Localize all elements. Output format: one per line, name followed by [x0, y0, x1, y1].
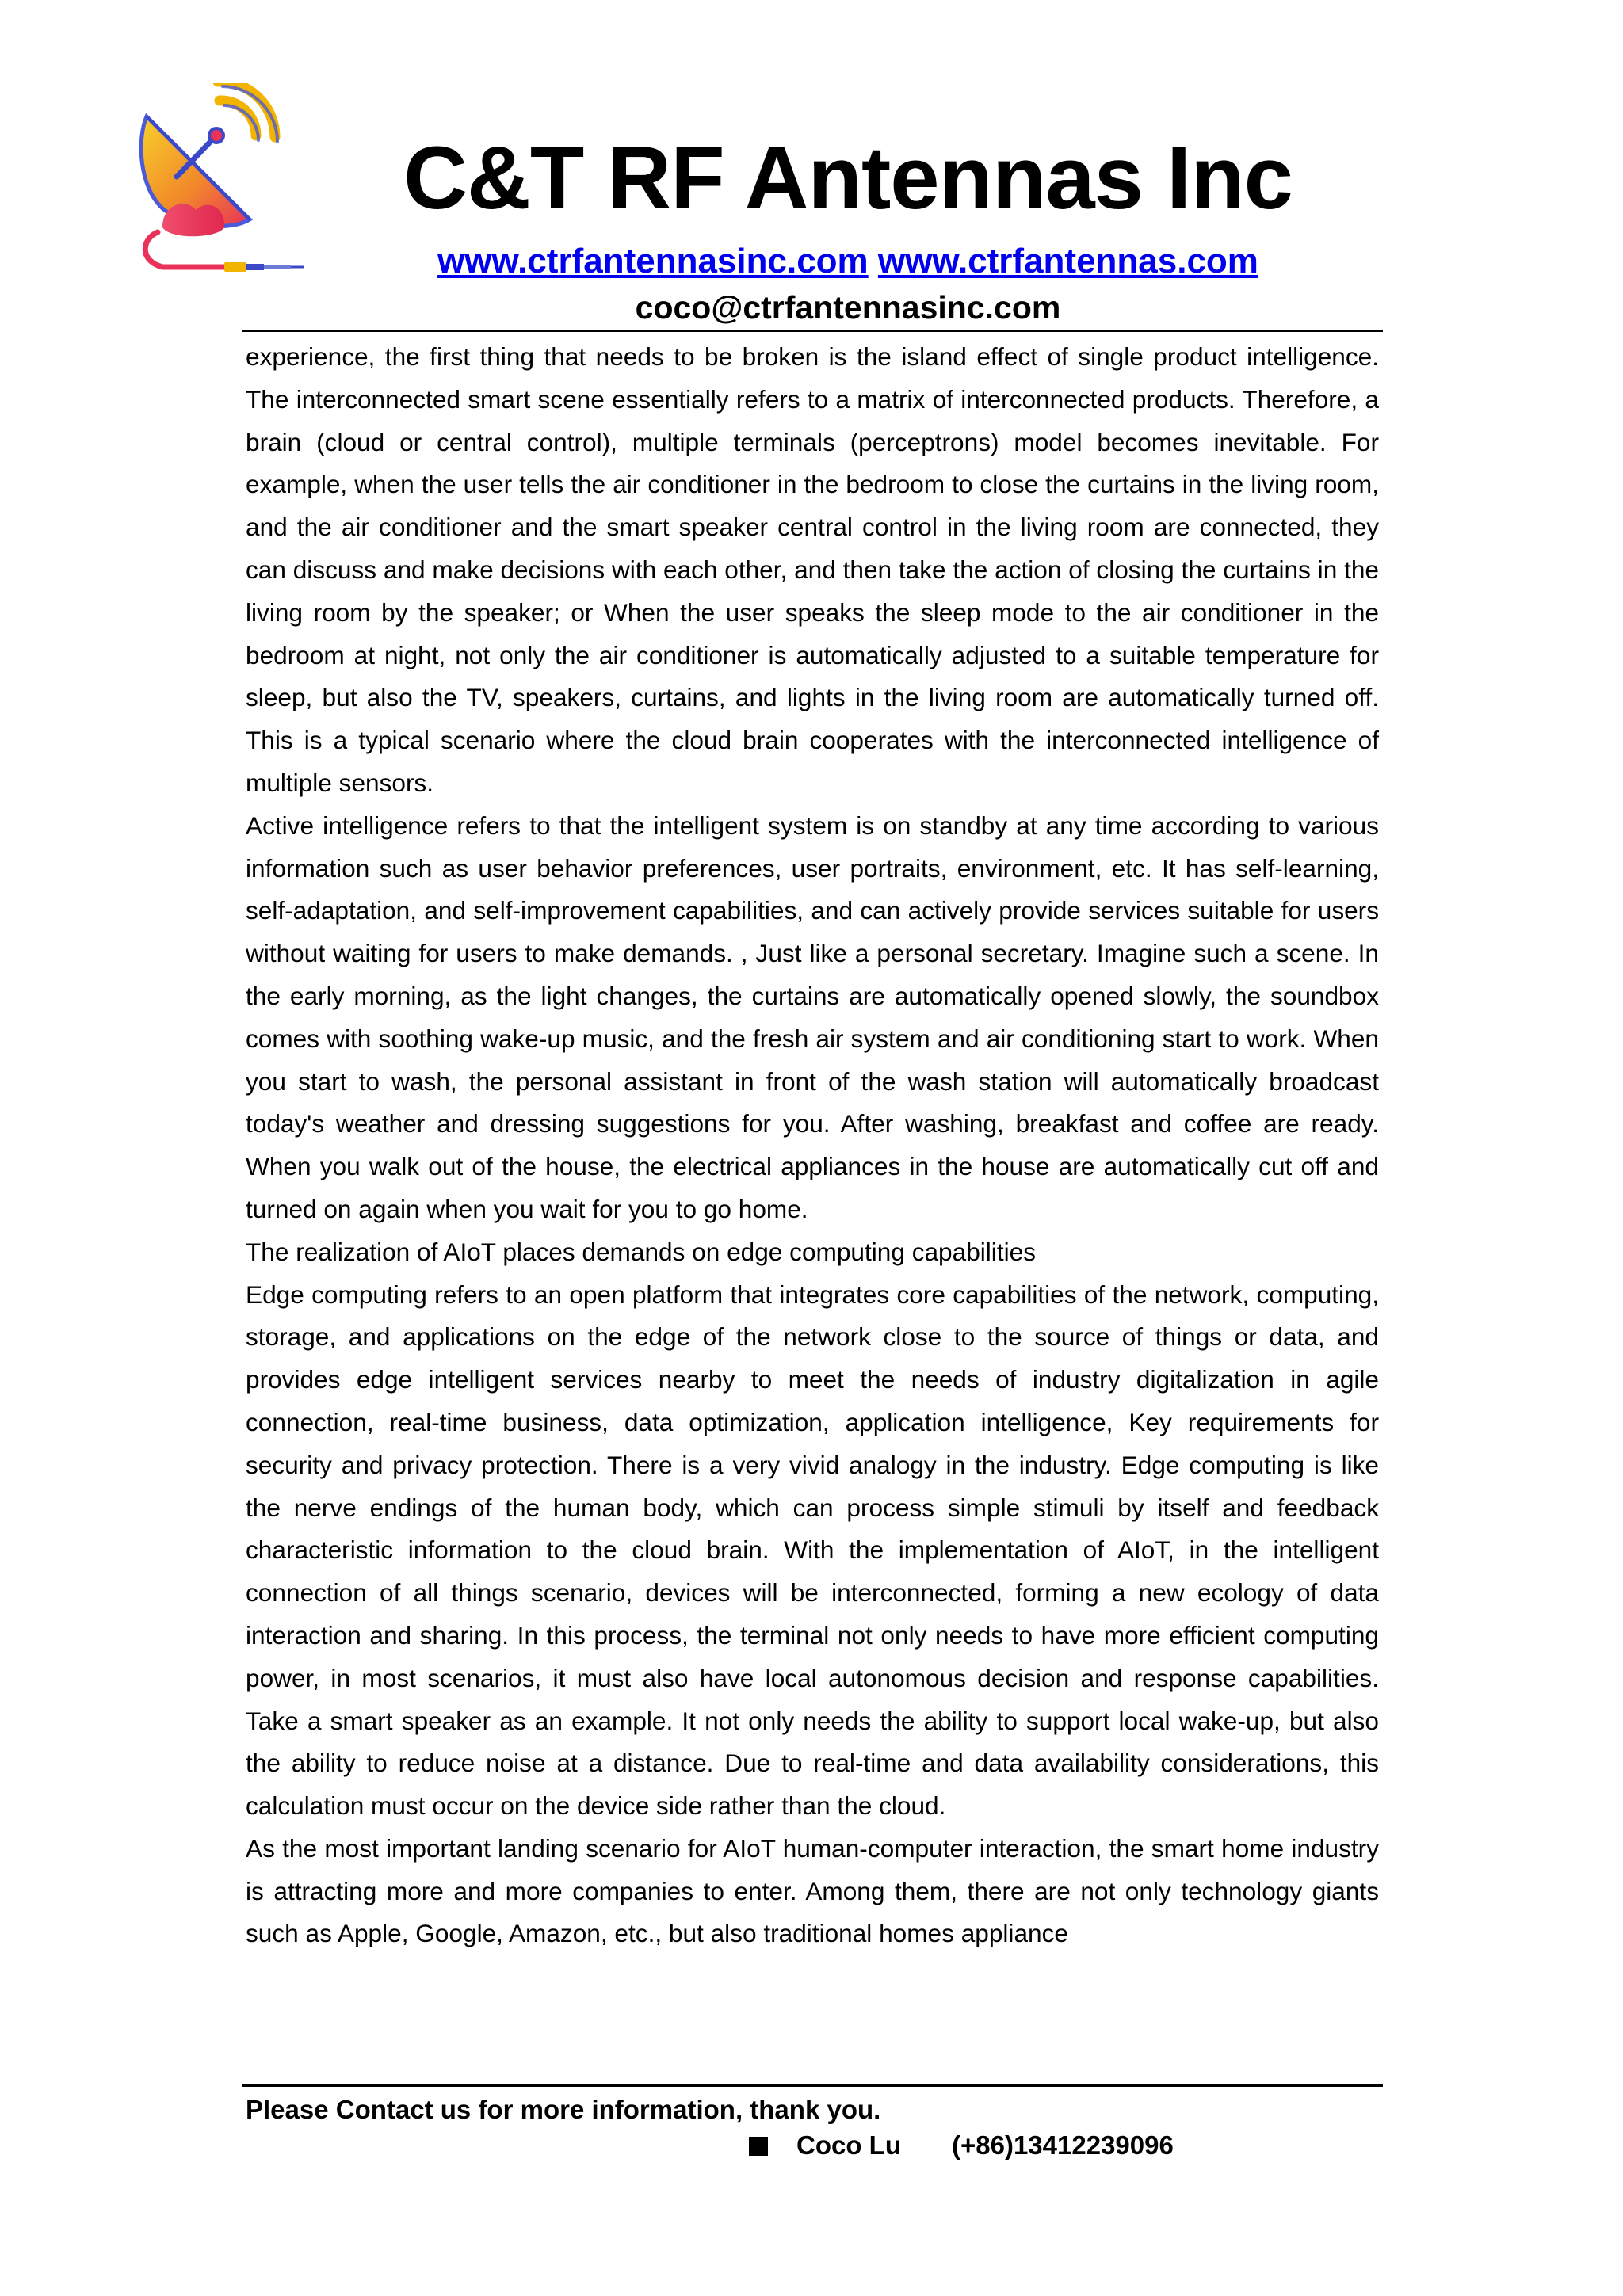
article-body [246, 336, 1379, 1955]
contact-name: Coco Lu [796, 2130, 901, 2160]
contact-phone: (+86)13412239096 [952, 2130, 1174, 2160]
contact-person [749, 2123, 1174, 2168]
website-links [372, 238, 1323, 285]
paragraph: As the most important landing scenario for AIoT human-computer interaction, the smart home industry is attracting more and more companies to enter. Among them, there are not only technology giants such as Apple, Google, Amazon, etc., but also traditional homes appliance [246, 1833, 1379, 1948]
footer-divider [242, 2084, 1383, 2087]
website-link-secondary[interactable]: www.ctrfantennas.com [877, 242, 1258, 280]
square-bullet-icon [749, 2137, 768, 2156]
contact-email: coco@ctrfantennasinc.com [635, 289, 1061, 326]
satellite-dish-logo-icon [131, 83, 321, 289]
contact-line: Please Contact us for more information, thank you. [246, 2095, 881, 2124]
paragraph: Active intelligence refers to that the intelligent system is on standby at any time according to various information such as user behavior preferences, user portraits, environment, etc. It has self-learning, self-adaptation, and self-improvement capabilities, and can actively provide services suitable for users without waiting for users to make demands. , Just like a personal secretary. Imagine such a scene. In the early morning, as the light changes, the curtains are automatically opened slowly, the soundbox comes with soothing wake-up music, and the fresh air system and air conditioning start to work. When you start to wash, the personal assistant in front of the wash station will automatically broadcast today's weather and dressing suggestions for you. After washing, breakfast and coffee are ready. When you walk out of the house, the electrical appliances in the house are automatically cut off and turned on again when you wait for you to go home. [246, 810, 1379, 1223]
paragraph: experience, the first thing that needs to be broken is the island effect of single product intelligence. The interconnected smart scene essentially refers to a matrix of interconnected products. Therefore, a brain (cloud or central control), multiple terminals (perceptrons) model becomes inevitable. For example, when the user tells the air conditioner in the bedroom to close the curtains in the living room, and the air conditioner and the smart speaker central control in the living room are connected, they can discuss and make decisions with each other, and then take the action of closing the curtains in the living room by the speaker; or When the user speaks the sleep mode to the air conditioner in the bedroom at night, not only the air conditioner is automatically adjusted to a suitable temperature for sleep, but also the TV, speakers, curtains, and lights in the living room are automatically turned off. This is a typical scenario where the cloud brain cooperates with the interconnected intelligence of multiple sensors. [246, 342, 1379, 797]
section-heading: The realization of AIoT places demands on edge computing capabilities [246, 1237, 1036, 1266]
header-divider [242, 330, 1383, 332]
paragraph: Edge computing refers to an open platform that integrates core capabilities of the network, computing, storage, and applications on the edge of the network close to the source of things or data, and provides edge intelligent services nearby to meet the needs of industry digitalization in agile connection, real-time business, data optimization, application intelligence, Key requirements for security and privacy protection. There is a very vivid analogy in the industry. Edge computing is like the nerve endings of the human body, which can process simple stimuli by itself and feedback characteristic information to the cloud brain. With the implementation of AIoT, in the intelligent connection of all things scenario, devices will be interconnected, forming a new ecology of data interaction and sharing. In this process, the terminal not only needs to have more efficient computing power, in most scenarios, it must also have local autonomous decision and response capabilities. Take a smart speaker as an example. It not only needs the ability to support local wake-up, but also the ability to reduce noise at a distance. Due to real-time and data availability considerations, this calculation must occur on the device side rather than the cloud. [246, 1280, 1379, 1821]
website-link-primary[interactable]: www.ctrfantennasinc.com [437, 242, 869, 280]
company-title: C&T RF Antennas Inc [403, 128, 1293, 227]
